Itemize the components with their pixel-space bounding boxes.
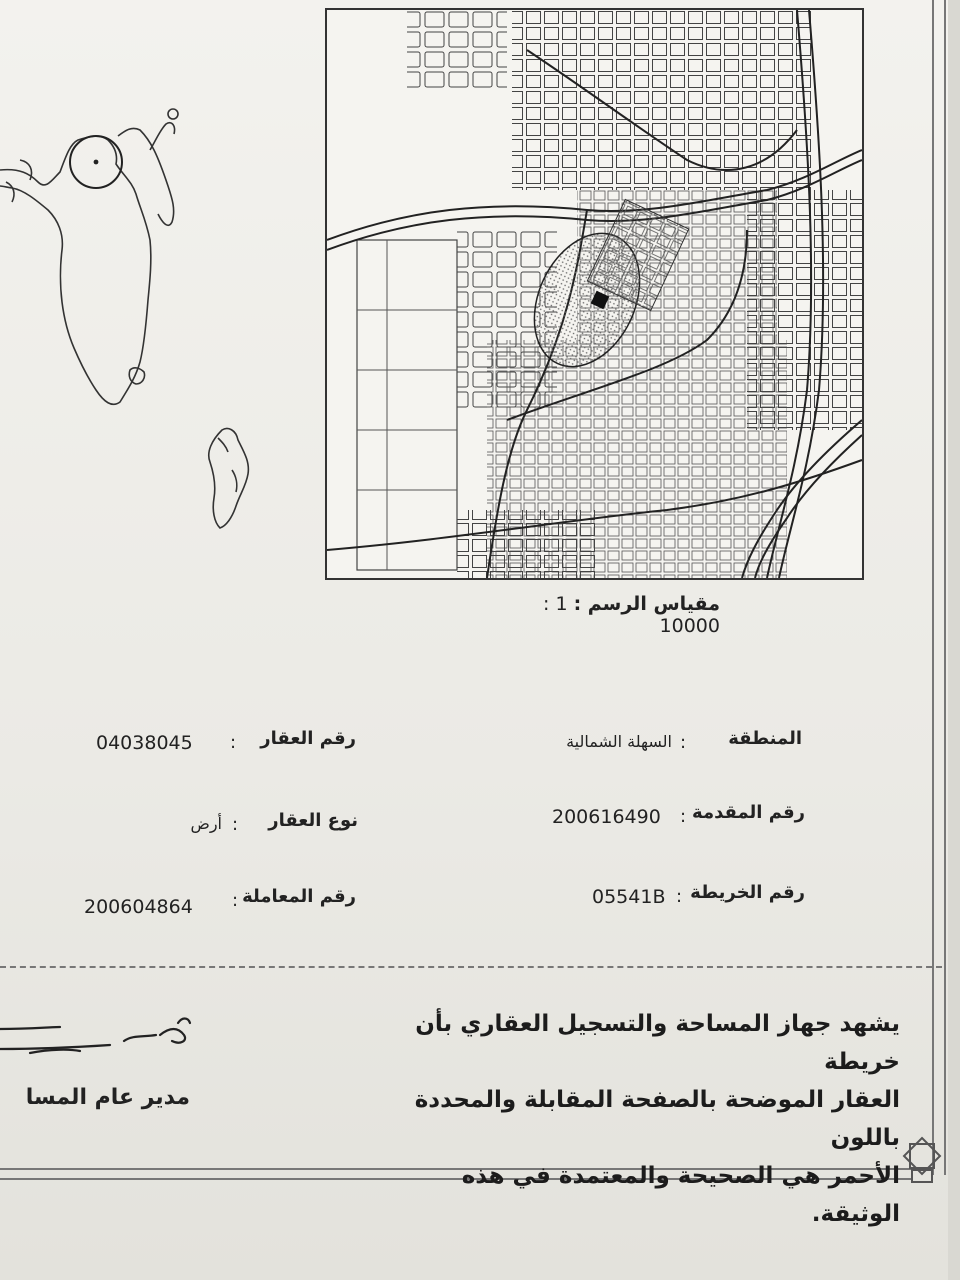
- region-label: المنطقة: [728, 728, 802, 749]
- property-type-value: أرض: [190, 814, 222, 833]
- property-number-label: رقم العقار: [260, 728, 356, 749]
- page-edge: [948, 0, 960, 1280]
- certification-line-2: العقار الموضحة بالصفحة المقابلة والمحددة باللون: [414, 1087, 900, 1151]
- property-number-colon: :: [230, 732, 237, 753]
- certification-line-3: الأحمر هي الصحيحة والمعتمدة في هذه الوثيقة.: [461, 1163, 900, 1227]
- map-number-colon: :: [676, 886, 683, 907]
- application-number-value: 200616490: [552, 806, 661, 828]
- page-border-divider: [0, 966, 942, 968]
- cadastral-map: [325, 8, 864, 580]
- signatory-title: مدير عام المسا: [25, 1085, 190, 1110]
- application-number-colon: :: [680, 806, 687, 827]
- application-number-label: رقم المقدمة: [692, 802, 805, 823]
- transaction-number-label: رقم المعاملة: [242, 886, 356, 907]
- property-type-label: نوع العقار: [268, 810, 358, 831]
- cadastral-map-drawing: [327, 10, 862, 578]
- property-number-value: 04038045: [96, 732, 193, 754]
- map-scale-value: 1 : 10000: [543, 593, 720, 637]
- transaction-number-value: 200604864: [84, 896, 193, 918]
- region-value: السهلة الشمالية: [566, 732, 672, 751]
- page-border-right: [932, 0, 946, 1175]
- inset-location-map: [0, 90, 280, 550]
- region-colon: :: [680, 732, 687, 753]
- certification-text: [380, 1005, 900, 1233]
- border-ornament: [892, 1130, 952, 1190]
- transaction-number-colon: :: [232, 890, 239, 911]
- certification-line-1: يشهد جهاز المساحة والتسجيل العقاري بأن خريطة: [415, 1011, 900, 1075]
- map-scale-label: مقياس الرسم :: [573, 593, 720, 615]
- signature: [0, 1005, 220, 1065]
- map-number-label: رقم الخريطة: [690, 882, 805, 903]
- property-type-colon: :: [232, 814, 239, 835]
- map-number-value: 05541B: [592, 886, 666, 908]
- map-scale: [480, 593, 720, 637]
